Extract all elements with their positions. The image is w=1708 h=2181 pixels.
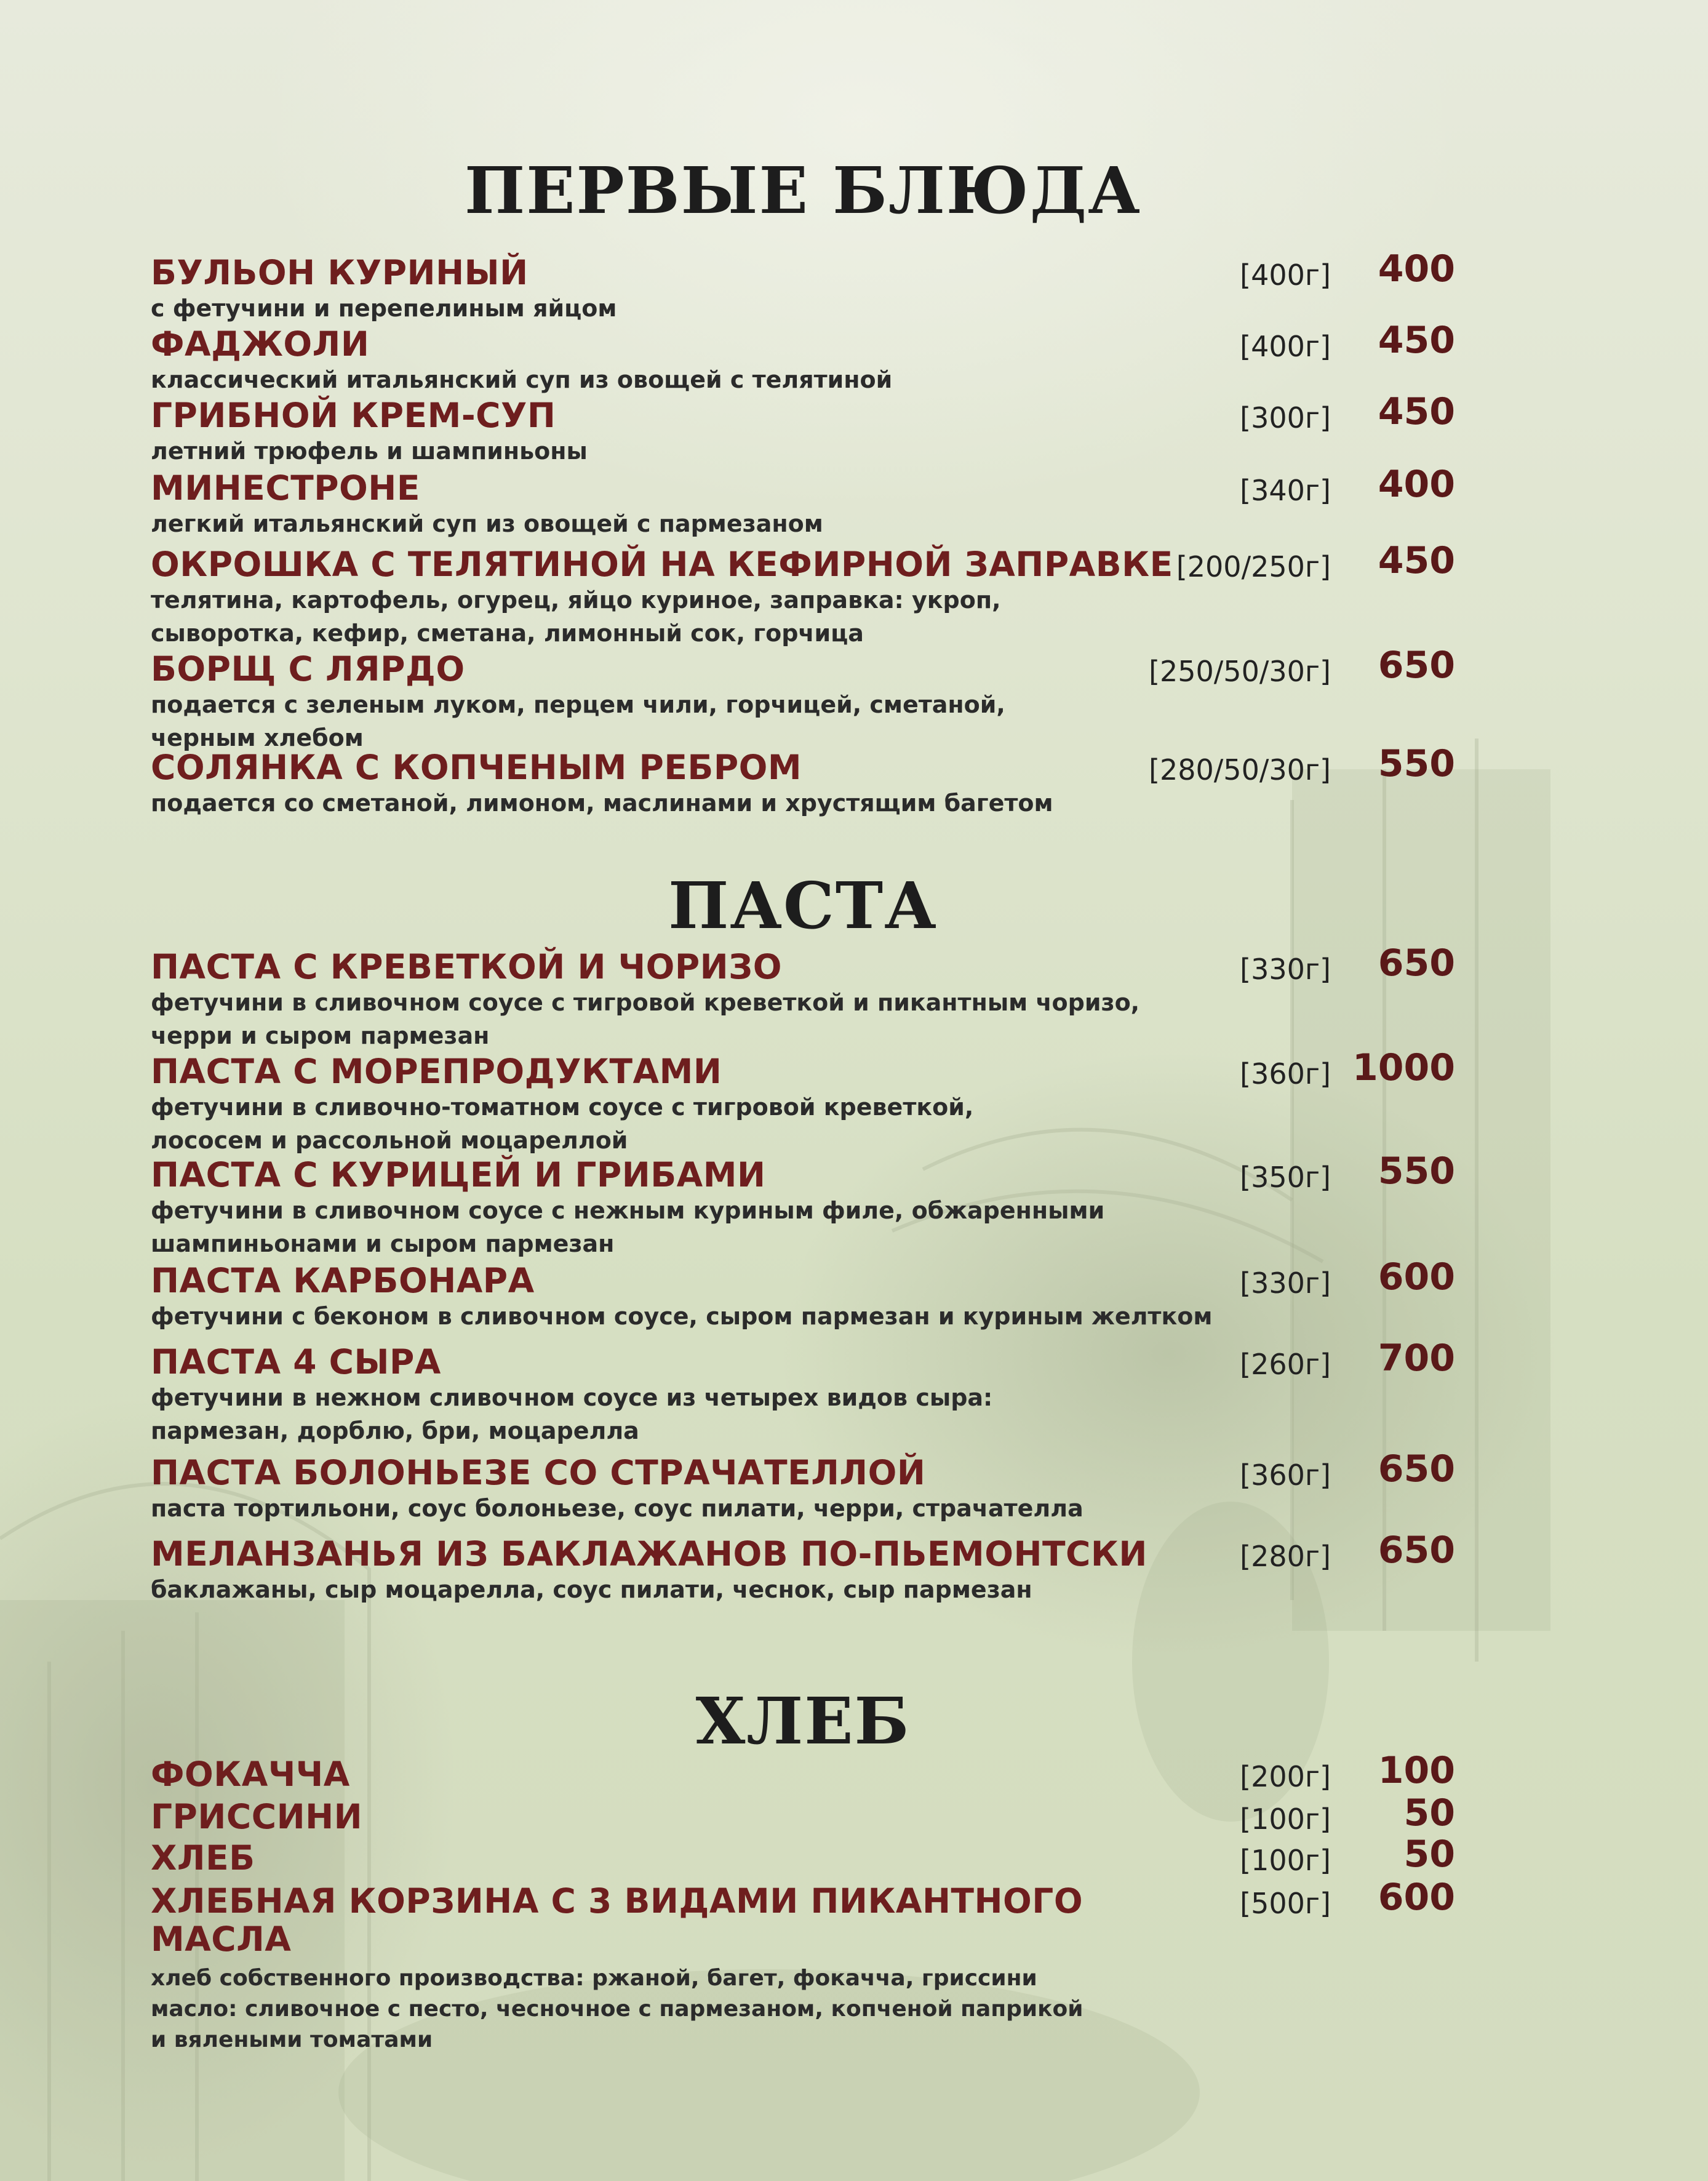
item-price: 550 [1378,742,1455,785]
item-price: 450 [1378,539,1455,582]
item-name: МЕЛАНЗАНЬЯ ИЗ БАКЛАЖАНОВ ПО-ПЬЕМОНТСКИ [151,1534,1147,1574]
item-price: 550 [1378,1150,1455,1193]
menu-item [151,463,1455,540]
item-weight: [360г] [1240,1057,1331,1090]
menu-item [151,1447,1455,1525]
item-description: лососем и рассольной моцареллой [151,1127,628,1154]
item-description: легкий итальянский суп из овощей с пармезаном [151,510,823,537]
item-name: ФОКАЧЧА [151,1755,350,1794]
item-weight: [330г] [1240,953,1331,986]
menu-item [151,1833,1455,1878]
item-price: 50 [1403,1791,1455,1835]
item-name: БУЛЬОН КУРИНЫЙ [151,253,529,292]
item-description: сыворотка, кефир, сметана, лимонный сок, горчица [151,620,864,647]
item-description: подается со сметаной, лимоном, маслинами и хрустящим багетом [151,790,1053,817]
item-description: классический итальянский суп из овощей с телятиной [151,366,893,393]
menu-item [151,1255,1455,1333]
item-name: ГРИССИНИ [151,1797,363,1836]
item-name: БОРЩ С ЛЯРДО [151,649,465,689]
menu-item [151,319,1455,396]
item-description: пармезан, дорблю, бри, моцарелла [151,1417,639,1444]
item-price: 650 [1378,1447,1455,1491]
item-weight: [280/50/30г] [1149,753,1331,786]
item-description: хлеб собственного производства: ржаной, багет, фокачча, гриссини [151,1966,1037,1991]
item-name: ФАДЖОЛИ [151,324,370,364]
item-name: ПАСТА С КУРИЦЕЙ И ГРИБАМИ [151,1155,766,1195]
menu-item [151,247,1455,325]
item-price: 1000 [1352,1046,1455,1089]
menu-item [151,942,1455,1052]
item-name: ПАСТА 4 СЫРА [151,1342,441,1382]
item-name: ПАСТА БОЛОНЬЕЗЕ СО СТРАЧАТЕЛЛОЙ [151,1453,926,1492]
menu-item [151,1791,1455,1836]
menu-item [151,539,1455,650]
item-price: 450 [1378,319,1455,362]
item-description: черным хлебом [151,724,364,751]
item-price: 650 [1378,942,1455,985]
menu-item [151,742,1455,820]
menu-page [151,0,1455,2181]
item-weight: [330г] [1240,1267,1331,1300]
item-name: МИНЕСТРОНЕ [151,468,420,508]
item-description: шампиньонами и сыром пармезан [151,1230,615,1257]
item-weight: [400г] [1240,330,1331,363]
item-description: подается с зеленым луком, перцем чили, горчицей, сметаной, [151,691,1005,718]
item-price: 650 [1378,1529,1455,1572]
item-description: с фетучини и перепелиным яйцом [151,295,617,322]
menu-item [151,1046,1455,1157]
item-name: ПАСТА С КРЕВЕТКОЙ И ЧОРИЗО [151,947,782,986]
menu-item [151,1337,1455,1447]
item-name: ПАСТА КАРБОНАРА [151,1261,535,1300]
item-description: баклажаны, сыр моцарелла, соус пилати, чеснок, сыр пармезан [151,1576,1032,1603]
item-description: паста тортильони, соус болоньезе, соус пилати, черри, страчателла [151,1495,1083,1522]
item-price: 400 [1378,247,1455,290]
item-description: черри и сыром пармезан [151,1022,490,1049]
item-name: ГРИБНОЙ КРЕМ-СУП [151,396,556,435]
item-price: 400 [1378,463,1455,506]
item-description: фетучини в сливочно-томатном соусе с тигровой креветкой, [151,1094,974,1121]
item-weight: [100г] [1240,1803,1331,1836]
menu-item [151,1876,1455,2055]
menu-item [151,1749,1455,1794]
item-description: фетучини в нежном сливочном соусе из четырех видов сыра: [151,1384,993,1411]
item-weight: [300г] [1240,401,1331,434]
item-description: масло: сливочное с песто, чесночное с пармезаном, копченой паприкой [151,1996,1083,2022]
menu-item [151,644,1455,754]
item-weight: [340г] [1240,474,1331,507]
item-price: 700 [1378,1337,1455,1380]
item-description: телятина, картофель, огурец, яйцо куриное, заправка: укроп, [151,586,1001,614]
item-name: ПАСТА С МОРЕПРОДУКТАМИ [151,1052,722,1091]
item-description: и вялеными томатами [151,2027,433,2052]
section-title-pasta: ПАСТА [668,868,938,943]
item-description: летний трюфель и шампиньоны [151,438,588,465]
item-price: 50 [1403,1833,1455,1876]
item-weight: [500г] [1240,1887,1331,1920]
item-weight: [360г] [1240,1459,1331,1492]
menu-item [151,1529,1455,1606]
section-title-first-courses: ПЕРВЫЕ БЛЮДА [465,153,1141,228]
item-weight: [350г] [1240,1161,1331,1194]
item-price: 100 [1378,1749,1455,1792]
item-weight: [400г] [1240,258,1331,292]
item-price: 650 [1378,644,1455,687]
item-name: ХЛЕБНАЯ КОРЗИНА С 3 ВИДАМИ ПИКАНТНОГО МАСЛА [151,1881,1083,1959]
item-price: 600 [1378,1876,1455,1919]
item-description: фетучини с беконом в сливочном соусе, сыром пармезан и куриным желтком [151,1303,1213,1330]
item-weight: [200/250г] [1176,550,1331,583]
item-price: 600 [1378,1255,1455,1299]
item-description: фетучини в сливочном соусе с нежным куриным филе, обжаренными [151,1197,1105,1224]
item-weight: [250/50/30г] [1149,655,1331,688]
section-title-bread: ХЛЕБ [695,1683,911,1759]
item-name: СОЛЯНКА С КОПЧЕНЫМ РЕБРОМ [151,748,802,787]
item-description: фетучини в сливочном соусе с тигровой креветкой и пикантным чоризо, [151,989,1140,1016]
item-name: ХЛЕБ [151,1838,255,1878]
item-name: ОКРОШКА С ТЕЛЯТИНОЙ НА КЕФИРНОЙ ЗАПРАВКЕ [151,545,1173,584]
menu-item [151,1150,1455,1260]
item-price: 450 [1378,390,1455,433]
item-weight: [200г] [1240,1760,1331,1793]
menu-item [151,390,1455,468]
item-weight: [260г] [1240,1348,1331,1381]
item-weight: [280г] [1240,1540,1331,1573]
item-weight: [100г] [1240,1844,1331,1877]
